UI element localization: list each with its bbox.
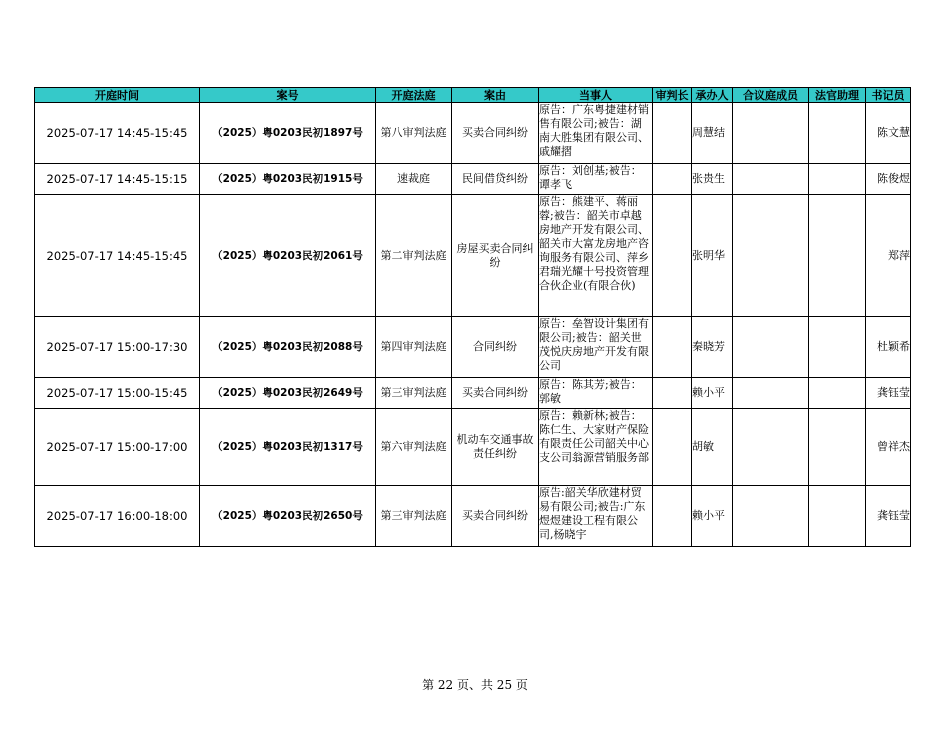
cell-presiding-judge — [653, 195, 692, 317]
cell-judge-assistant — [809, 195, 866, 317]
header-panel-members: 合议庭成员 — [733, 88, 809, 103]
cell-time: 2025-07-17 15:00-17:30 — [35, 317, 200, 378]
header-clerk: 书记员 — [866, 88, 911, 103]
header-judge-assistant: 法官助理 — [809, 88, 866, 103]
cell-panel-members — [733, 486, 809, 547]
cell-reason: 买卖合同纠纷 — [452, 103, 539, 164]
cell-clerk: 杜颖希 — [866, 317, 911, 378]
cell-parties: 原告：陈其芳;被告：郭敏 — [539, 378, 653, 409]
cell-handler: 赖小平 — [692, 486, 733, 547]
cell-handler: 秦晓芳 — [692, 317, 733, 378]
cell-clerk: 陈文慧 — [866, 103, 911, 164]
cell-case-number: （2025）粤0203民初1317号 — [200, 409, 376, 486]
cell-parties: 原告：广东粤捷建材销售有限公司;被告：湖南大胜集团有限公司、戚耀摺 — [539, 103, 653, 164]
table-row — [35, 317, 911, 378]
cell-court: 速裁庭 — [376, 164, 452, 195]
cell-clerk: 郑萍 — [866, 195, 911, 317]
cell-clerk: 龚钰莹 — [866, 378, 911, 409]
cell-parties: 原告：刘创基;被告：谭孝飞 — [539, 164, 653, 195]
cell-handler: 胡敏 — [692, 409, 733, 486]
header-row — [35, 88, 911, 103]
cell-case-number: （2025）粤0203民初1897号 — [200, 103, 376, 164]
header-reason: 案由 — [452, 88, 539, 103]
header-case-number: 案号 — [200, 88, 376, 103]
table-row — [35, 486, 911, 547]
header-presiding-judge: 审判长 — [653, 88, 692, 103]
cell-judge-assistant — [809, 486, 866, 547]
cell-presiding-judge — [653, 317, 692, 378]
cell-reason: 买卖合同纠纷 — [452, 378, 539, 409]
cell-clerk: 曾祥杰 — [866, 409, 911, 486]
cell-court: 第三审判法庭 — [376, 378, 452, 409]
cell-clerk: 陈俊煜 — [866, 164, 911, 195]
cell-time: 2025-07-17 14:45-15:15 — [35, 164, 200, 195]
cell-presiding-judge — [653, 486, 692, 547]
table-row — [35, 409, 911, 486]
cell-time: 2025-07-17 14:45-15:45 — [35, 103, 200, 164]
cell-presiding-judge — [653, 378, 692, 409]
cell-reason: 合同纠纷 — [452, 317, 539, 378]
cell-reason: 买卖合同纠纷 — [452, 486, 539, 547]
header-parties: 当事人 — [539, 88, 653, 103]
cell-handler: 张明华 — [692, 195, 733, 317]
cell-case-number: （2025）粤0203民初2649号 — [200, 378, 376, 409]
cell-case-number: （2025）粤0203民初2650号 — [200, 486, 376, 547]
cell-presiding-judge — [653, 164, 692, 195]
cell-clerk: 龚钰莹 — [866, 486, 911, 547]
cell-handler: 张贵生 — [692, 164, 733, 195]
cell-time: 2025-07-17 16:00-18:00 — [35, 486, 200, 547]
cell-reason: 房屋买卖合同纠纷 — [452, 195, 539, 317]
cell-court: 第二审判法庭 — [376, 195, 452, 317]
cell-time: 2025-07-17 14:45-15:45 — [35, 195, 200, 317]
header-court: 开庭法庭 — [376, 88, 452, 103]
cell-court: 第八审判法庭 — [376, 103, 452, 164]
cell-time: 2025-07-17 15:00-15:45 — [35, 378, 200, 409]
cell-parties: 原告：垒智设计集团有限公司;被告：韶关世茂悦庆房地产开发有限公司 — [539, 317, 653, 378]
table-row — [35, 164, 911, 195]
table-row — [35, 103, 911, 164]
page-number: 第 22 页、共 25 页 — [422, 678, 528, 692]
cell-parties: 原告：熊建平、蒋丽蓉;被告：韶关市卓越房地产开发有限公司、韶关市大富龙房地产咨询服务有限公司、萍乡君瑞光耀十号投资管理合伙企业(有限合伙) — [539, 195, 653, 317]
header-time: 开庭时间 — [35, 88, 200, 103]
cell-handler: 周慧结 — [692, 103, 733, 164]
cell-panel-members — [733, 164, 809, 195]
cell-parties: 原告：赖新林;被告：陈仁生、大家财产保险有限责任公司韶关中心支公司翁源营销服务部 — [539, 409, 653, 486]
cell-court: 第六审判法庭 — [376, 409, 452, 486]
cell-panel-members — [733, 409, 809, 486]
cell-court: 第四审判法庭 — [376, 317, 452, 378]
cell-parties: 原告:韶关华欣建材贸易有限公司;被告:广东煜煜建设工程有限公司,杨晓宇 — [539, 486, 653, 547]
cell-panel-members — [733, 378, 809, 409]
hearing-schedule-table — [34, 87, 911, 547]
cell-reason: 民间借贷纠纷 — [452, 164, 539, 195]
cell-case-number: （2025）粤0203民初2088号 — [200, 317, 376, 378]
cell-judge-assistant — [809, 164, 866, 195]
cell-panel-members — [733, 317, 809, 378]
cell-case-number: （2025）粤0203民初1915号 — [200, 164, 376, 195]
table-row — [35, 378, 911, 409]
cell-handler: 赖小平 — [692, 378, 733, 409]
cell-presiding-judge — [653, 103, 692, 164]
cell-panel-members — [733, 103, 809, 164]
cell-judge-assistant — [809, 378, 866, 409]
header-handler: 承办人 — [692, 88, 733, 103]
cell-reason: 机动车交通事故责任纠纷 — [452, 409, 539, 486]
cell-judge-assistant — [809, 317, 866, 378]
cell-panel-members — [733, 195, 809, 317]
cell-time: 2025-07-17 15:00-17:00 — [35, 409, 200, 486]
cell-presiding-judge — [653, 409, 692, 486]
cell-judge-assistant — [809, 409, 866, 486]
cell-court: 第三审判法庭 — [376, 486, 452, 547]
cell-judge-assistant — [809, 103, 866, 164]
cell-case-number: （2025）粤0203民初2061号 — [200, 195, 376, 317]
table-row — [35, 195, 911, 317]
